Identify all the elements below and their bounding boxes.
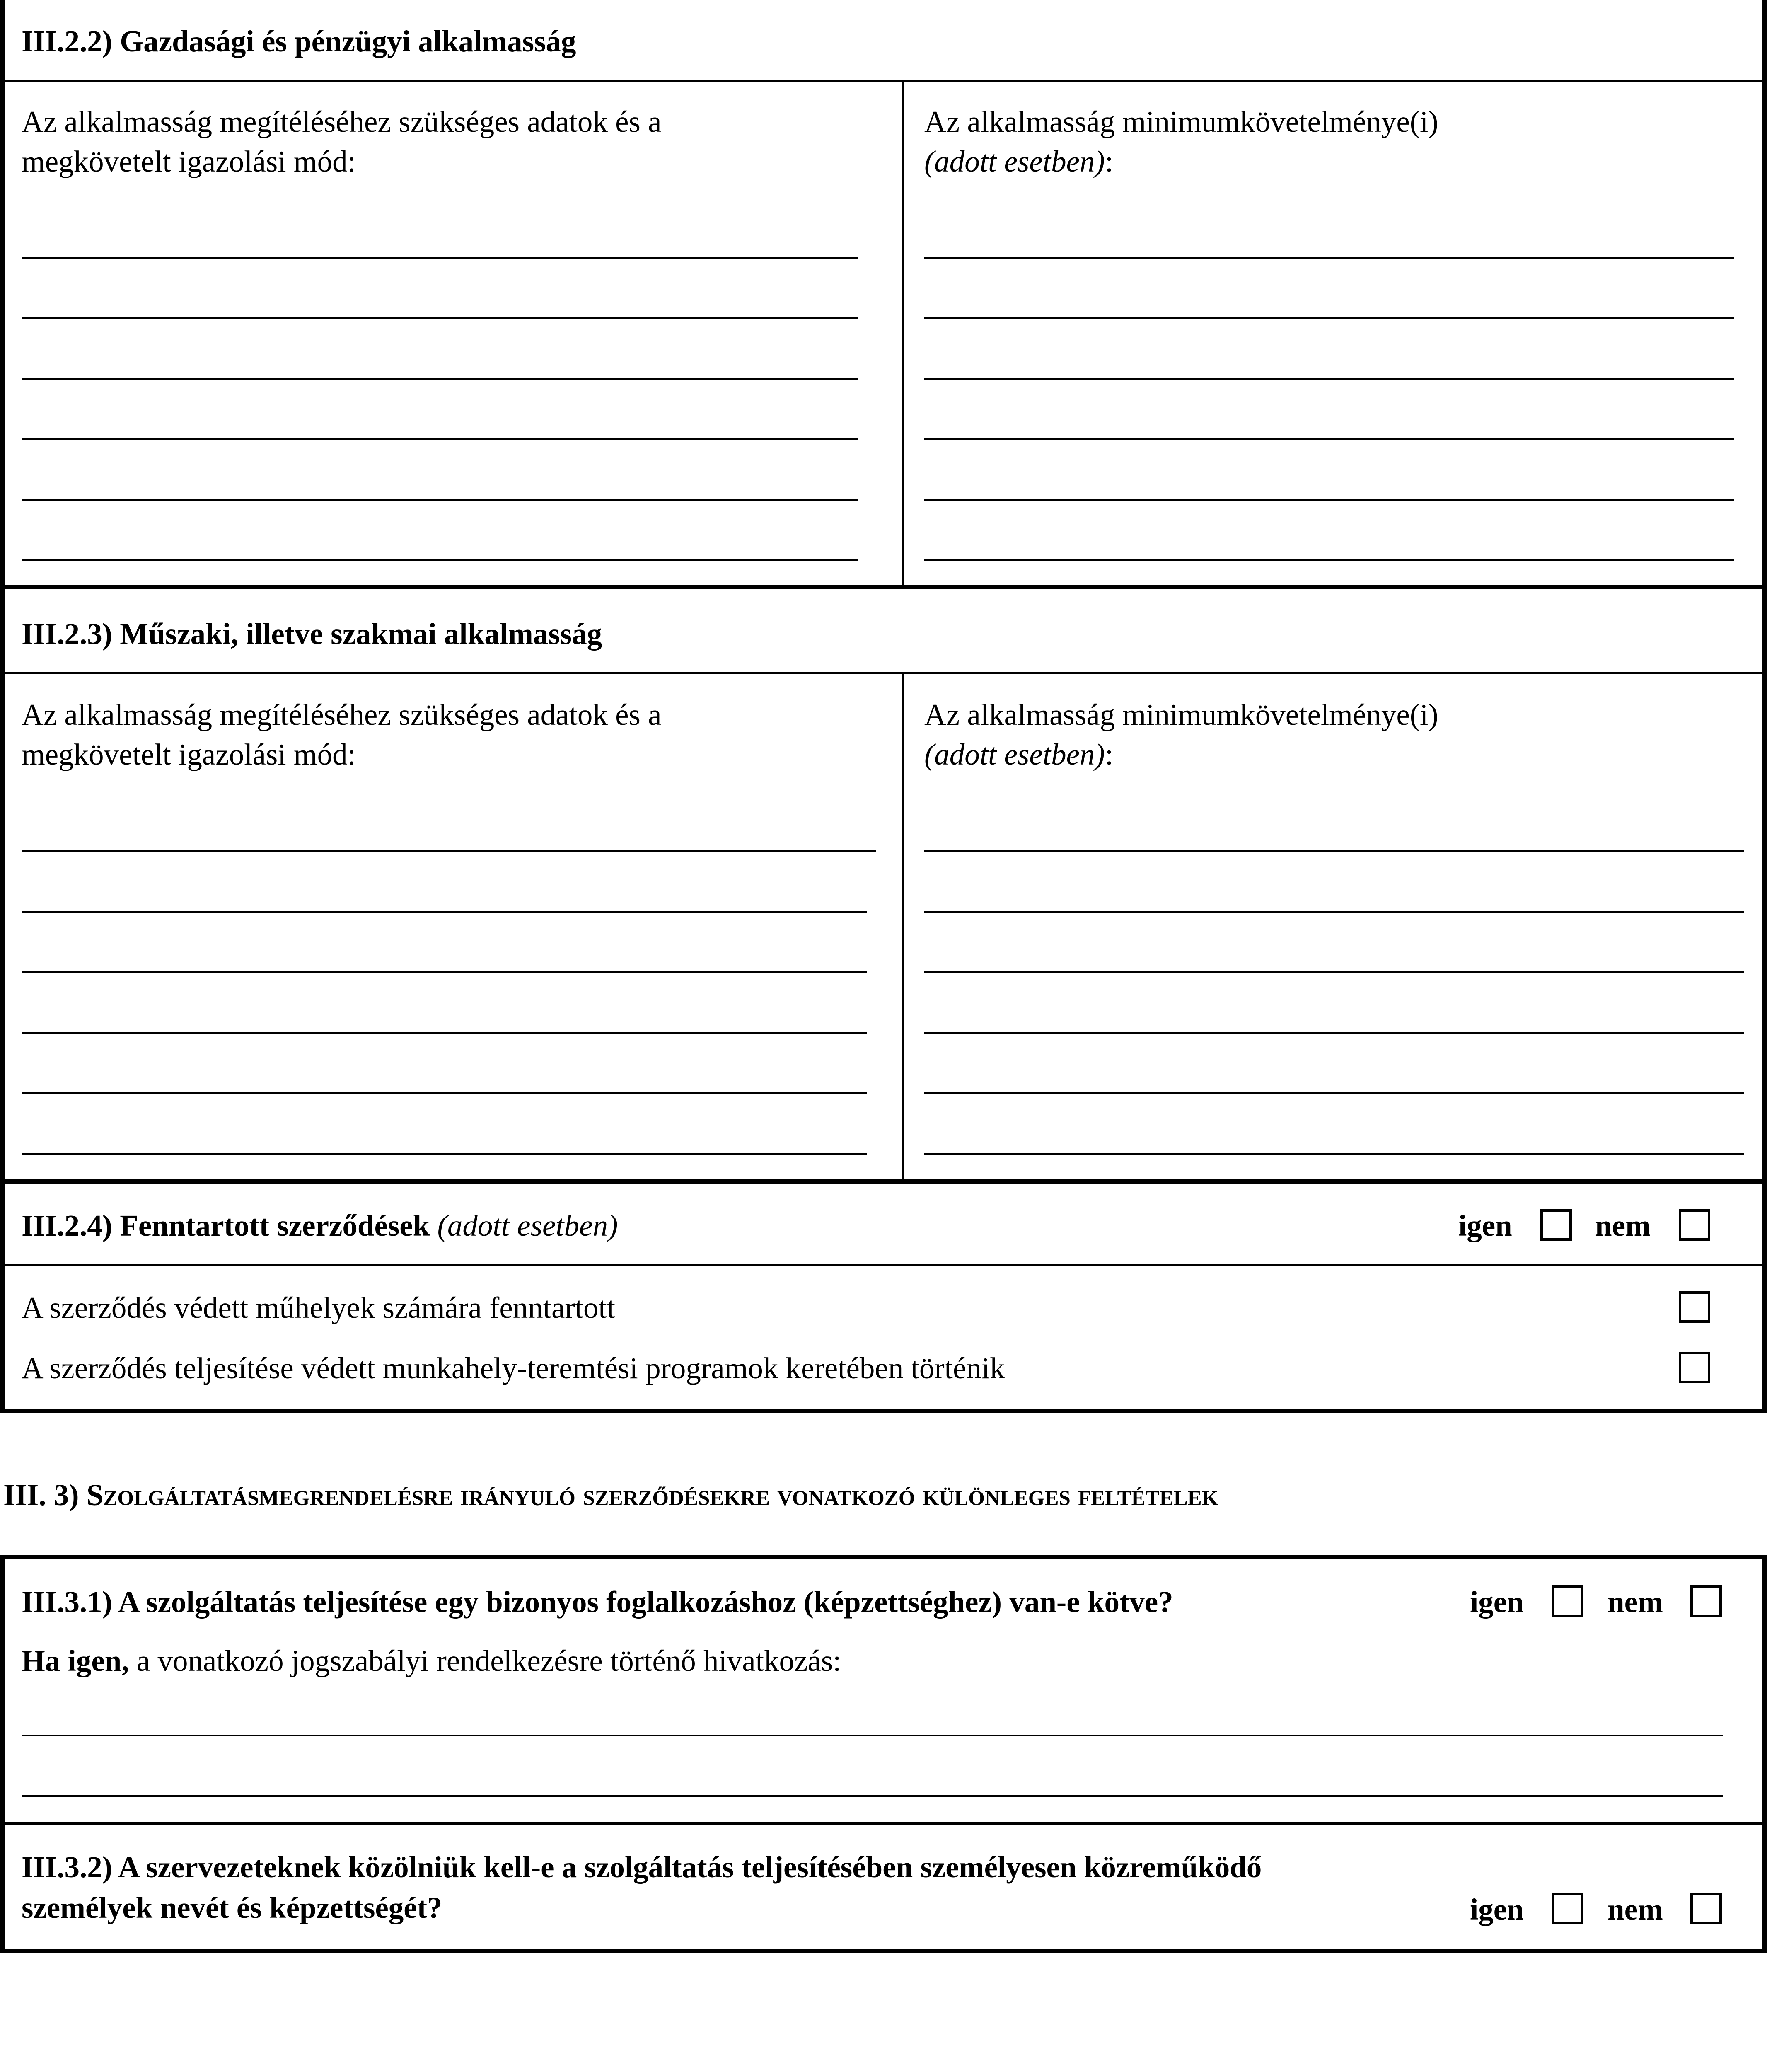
answer-line[interactable] bbox=[22, 850, 876, 852]
answer-line[interactable] bbox=[22, 257, 858, 259]
answer-line[interactable] bbox=[924, 1092, 1744, 1094]
answer-line[interactable] bbox=[22, 317, 858, 319]
reserved-workshops-label: A szerződés védett műhelyek számára fenntartott bbox=[22, 1291, 616, 1324]
colon: : bbox=[1105, 145, 1114, 178]
optional-note: (adott esetben) bbox=[924, 738, 1105, 771]
section-title-III-2-3: III.2.3) Műszaki, illetve szakmai alkalmasság bbox=[22, 617, 602, 651]
colon: : bbox=[1105, 738, 1114, 771]
yes-label: igen bbox=[1470, 1893, 1524, 1926]
yes-checkbox[interactable] bbox=[1540, 1209, 1572, 1241]
section-title-III-2-2: III.2.2) Gazdasági és pénzügyi alkalmasság bbox=[22, 24, 576, 58]
answer-line[interactable] bbox=[924, 911, 1744, 913]
answer-line[interactable] bbox=[22, 1795, 1723, 1797]
yes-label: igen bbox=[1470, 1585, 1524, 1619]
divider bbox=[902, 80, 904, 588]
answer-line[interactable] bbox=[22, 499, 858, 501]
divider bbox=[0, 1822, 1767, 1825]
divider bbox=[0, 672, 1767, 674]
answer-line[interactable] bbox=[22, 971, 867, 973]
no-checkbox[interactable] bbox=[1690, 1893, 1722, 1924]
minimum-requirements-note bbox=[924, 142, 1113, 182]
optional-note: (adott esetben) bbox=[437, 1209, 618, 1242]
reference-text: a vonatkozó jogszabályi rendelkezésre történő hivatkozás: bbox=[129, 1644, 841, 1677]
criteria-label: Az alkalmasság megítéléséhez szükséges adatok és a bbox=[22, 698, 662, 731]
question-III-3-2-cont: személyek nevét és képzettségét? bbox=[22, 1891, 442, 1924]
question-III-3-1: III.3.1) A szolgáltatás teljesítése egy bizonyos foglalkozáshoz (képzettséghez) van-e kötve? bbox=[22, 1585, 1173, 1619]
divider bbox=[0, 1264, 1767, 1266]
sheltered-employment-label: A szerződés teljesítése védett munkahely-teremtési programok keretében történik bbox=[22, 1351, 1005, 1385]
answer-line[interactable] bbox=[22, 378, 858, 380]
yes-checkbox[interactable] bbox=[1552, 1893, 1583, 1924]
answer-line[interactable] bbox=[924, 499, 1734, 501]
minimum-requirements-note bbox=[924, 735, 1113, 775]
criteria-label: Az alkalmasság megítéléséhez szükséges adatok és a bbox=[22, 105, 662, 138]
no-label: nem bbox=[1595, 1209, 1651, 1242]
divider bbox=[0, 80, 1767, 82]
title: III.2.4) Fenntartott szerződések bbox=[22, 1209, 430, 1242]
yes-checkbox[interactable] bbox=[1552, 1585, 1583, 1617]
yes-label: igen bbox=[1458, 1209, 1512, 1242]
reserved-workshops-checkbox[interactable] bbox=[1679, 1291, 1710, 1323]
no-checkbox[interactable] bbox=[1690, 1585, 1722, 1617]
optional-note: (adott esetben) bbox=[924, 145, 1105, 178]
minimum-requirements-label: Az alkalmasság minimumkövetelménye(i) bbox=[924, 105, 1438, 138]
answer-line[interactable] bbox=[924, 1032, 1744, 1034]
no-label: nem bbox=[1607, 1585, 1663, 1619]
divider bbox=[0, 585, 1767, 589]
criteria-label: megkövetelt igazolási mód: bbox=[22, 738, 356, 771]
answer-line[interactable] bbox=[924, 559, 1734, 561]
answer-line[interactable] bbox=[22, 438, 858, 440]
answer-line[interactable] bbox=[924, 317, 1734, 319]
answer-line[interactable] bbox=[22, 1032, 867, 1034]
answer-line[interactable] bbox=[22, 911, 867, 913]
legal-reference-label bbox=[22, 1641, 841, 1681]
criteria-label: megkövetelt igazolási mód: bbox=[22, 145, 356, 178]
answer-line[interactable] bbox=[924, 1153, 1744, 1155]
answer-line[interactable] bbox=[22, 1092, 867, 1094]
answer-line[interactable] bbox=[22, 1735, 1723, 1736]
if-yes: Ha igen, bbox=[22, 1644, 129, 1677]
section-heading-III-3: III. 3) Szolgáltatásmegrendelésre irányuló szerződésekre vonatkozó különleges feltételek bbox=[3, 1478, 1218, 1512]
sheltered-employment-checkbox[interactable] bbox=[1679, 1352, 1710, 1383]
answer-line[interactable] bbox=[924, 257, 1734, 259]
answer-line[interactable] bbox=[924, 971, 1744, 973]
answer-line[interactable] bbox=[924, 378, 1734, 380]
section-title-III-2-4 bbox=[22, 1206, 618, 1246]
answer-line[interactable] bbox=[924, 438, 1734, 440]
minimum-requirements-label: Az alkalmasság minimumkövetelménye(i) bbox=[924, 698, 1438, 731]
answer-line[interactable] bbox=[22, 1153, 867, 1155]
answer-line[interactable] bbox=[22, 559, 858, 561]
no-label: nem bbox=[1607, 1893, 1663, 1926]
no-checkbox[interactable] bbox=[1679, 1209, 1710, 1241]
question-III-3-2: III.3.2) A szervezeteknek közölniük kell-e a szolgáltatás teljesítésében személyesen közreműködő bbox=[22, 1850, 1262, 1884]
divider bbox=[902, 672, 904, 1182]
answer-line[interactable] bbox=[924, 850, 1744, 852]
